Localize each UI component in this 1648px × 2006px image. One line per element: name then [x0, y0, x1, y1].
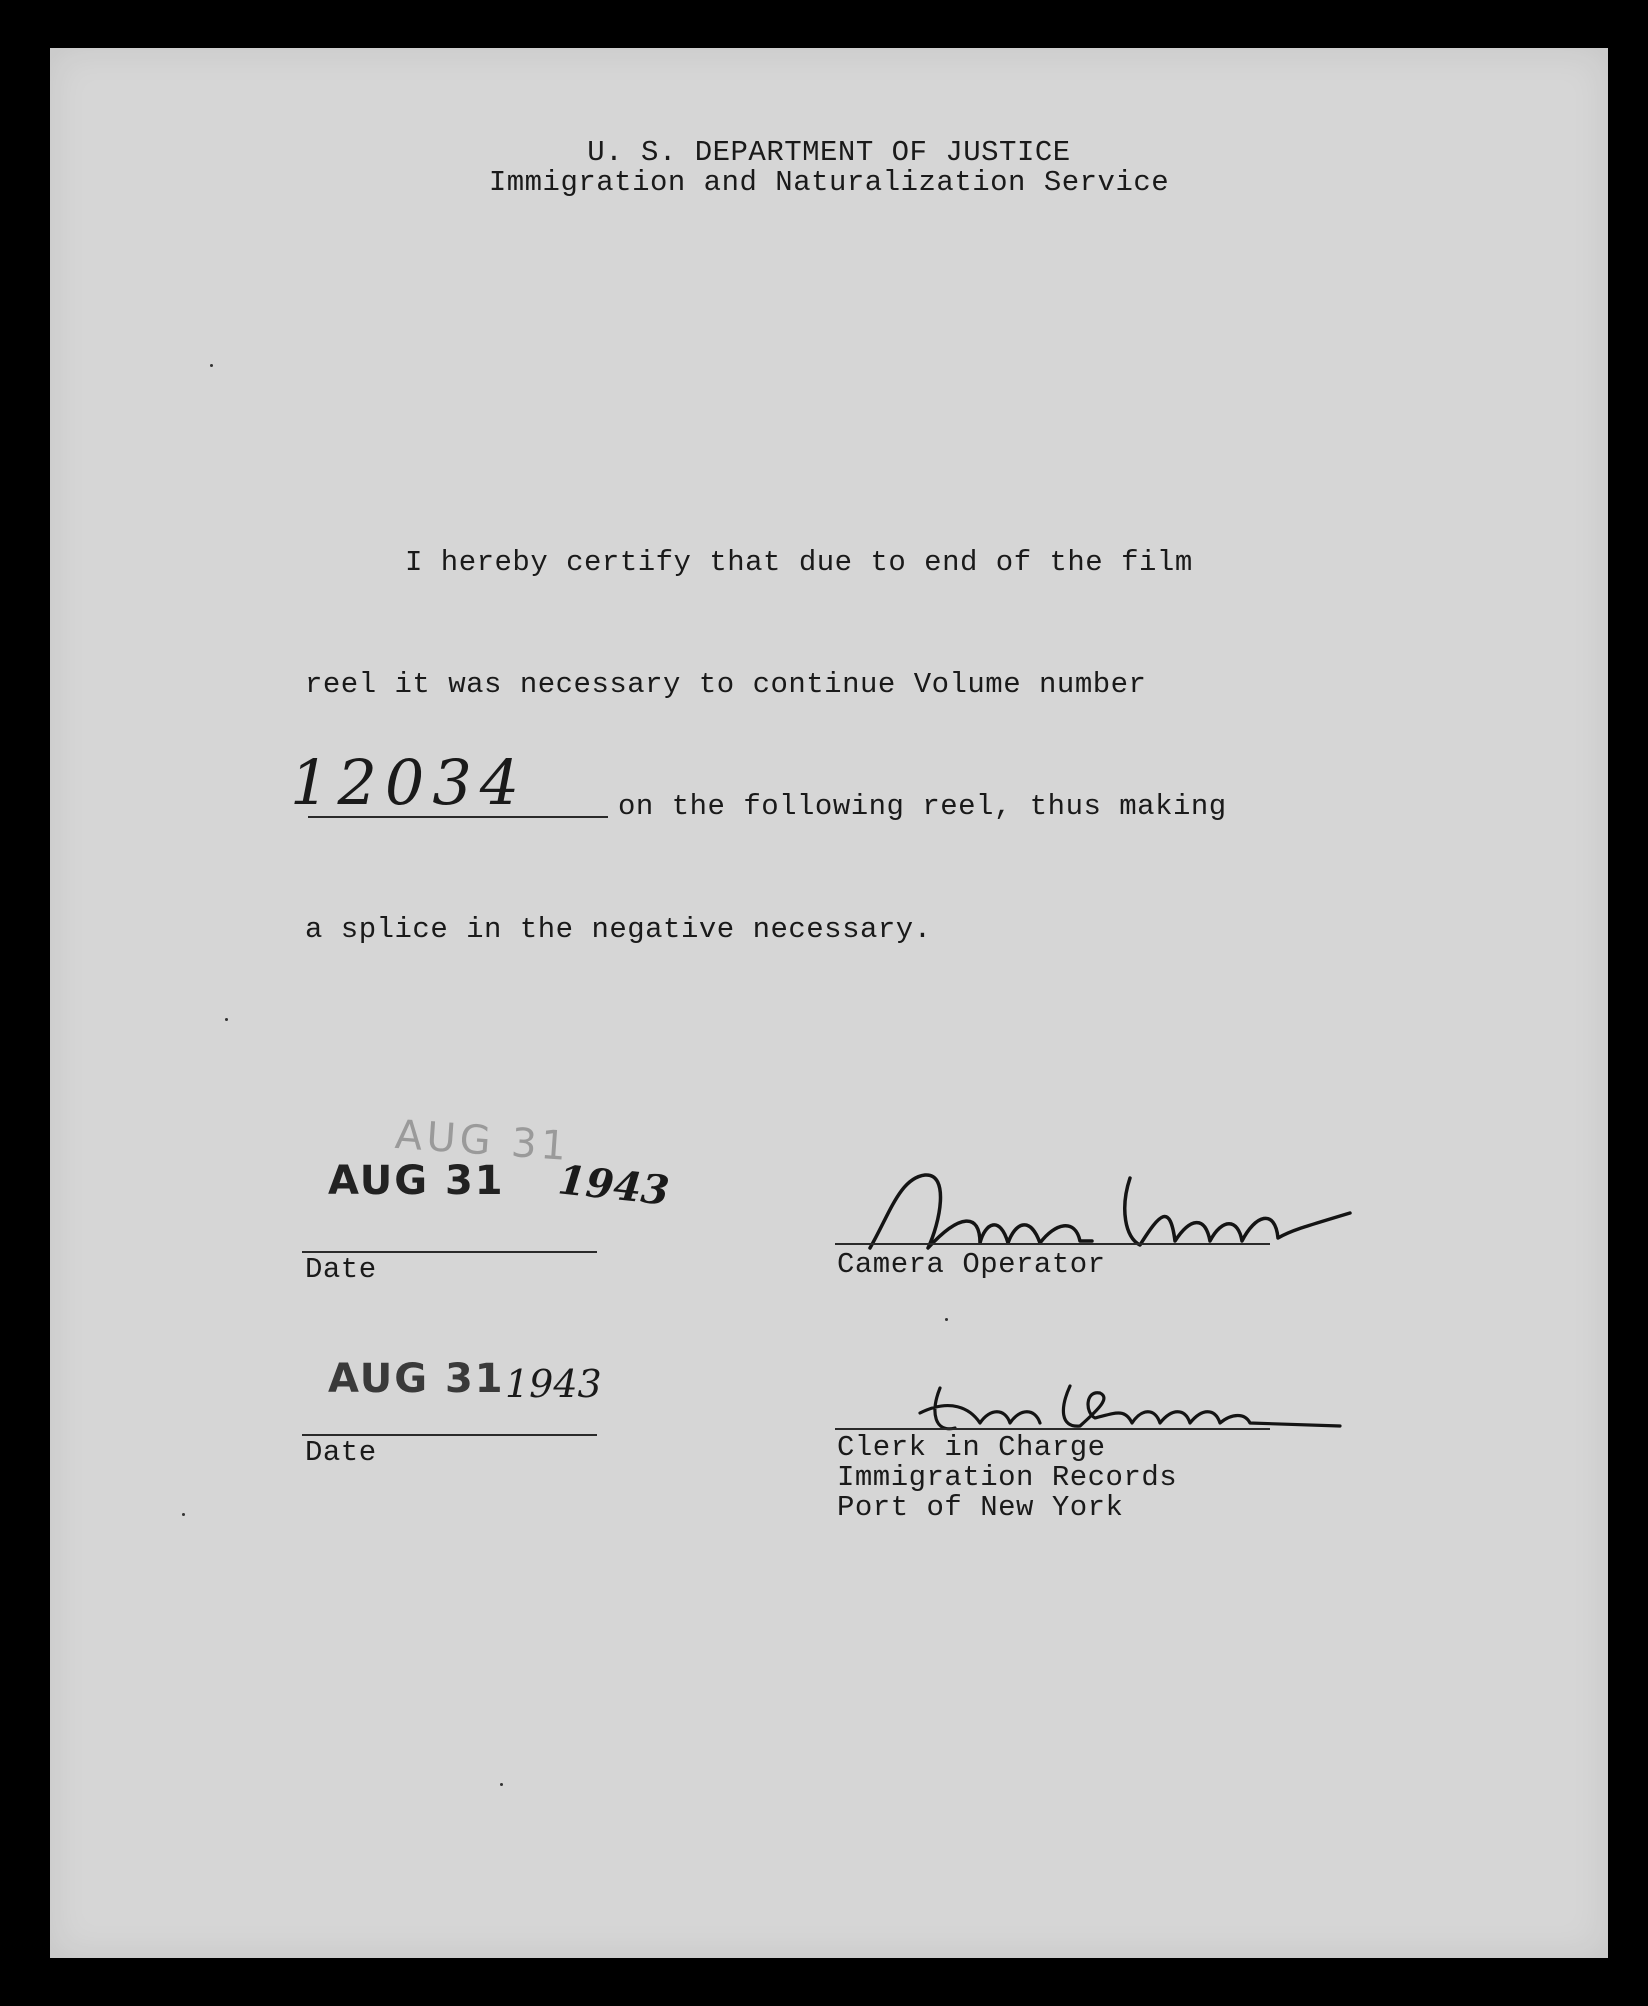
certification-line-2: reel it was necessary to continue Volume number: [305, 668, 1147, 701]
camera-operator-rule: [835, 1243, 1270, 1245]
volume-number-handwritten: 12034: [290, 746, 528, 819]
camera-operator-label: Camera Operator: [837, 1248, 1106, 1281]
service-title: Immigration and Naturalization Service: [488, 166, 1170, 199]
scan-speck: [210, 364, 213, 367]
scan-speck: [225, 1018, 228, 1021]
scan-speck: [945, 1318, 948, 1321]
volume-number-rule: [308, 816, 608, 818]
certification-line-3: on the following reel, thus making: [618, 790, 1227, 823]
date-stamp-2-year: 1943: [505, 1362, 602, 1406]
date-1-label: Date: [305, 1253, 377, 1286]
certification-line-1: I hereby certify that due to end of the film: [405, 546, 1193, 579]
date-2-label: Date: [305, 1436, 377, 1469]
department-title: U. S. DEPARTMENT OF JUSTICE: [587, 136, 1071, 169]
clerk-label-1: Clerk in Charge: [837, 1431, 1106, 1464]
clerk-label-3: Port of New York: [837, 1491, 1124, 1524]
date-stamp-1-year: 1943: [555, 1156, 672, 1215]
scan-speck: [182, 1513, 185, 1516]
certification-line-4: a splice in the negative necessary.: [305, 913, 932, 946]
scan-speck: [500, 1783, 503, 1786]
clerk-label-2: Immigration Records: [837, 1461, 1178, 1494]
clerk-rule: [835, 1428, 1270, 1430]
date-stamp-ghost: AUG 31: [393, 1111, 572, 1171]
camera-operator-signature-graphic: [830, 1153, 1390, 1263]
document-page: [50, 48, 1608, 1958]
date-stamp-2: AUG 31: [328, 1356, 505, 1402]
date-stamp-1: AUG 31: [328, 1158, 505, 1204]
